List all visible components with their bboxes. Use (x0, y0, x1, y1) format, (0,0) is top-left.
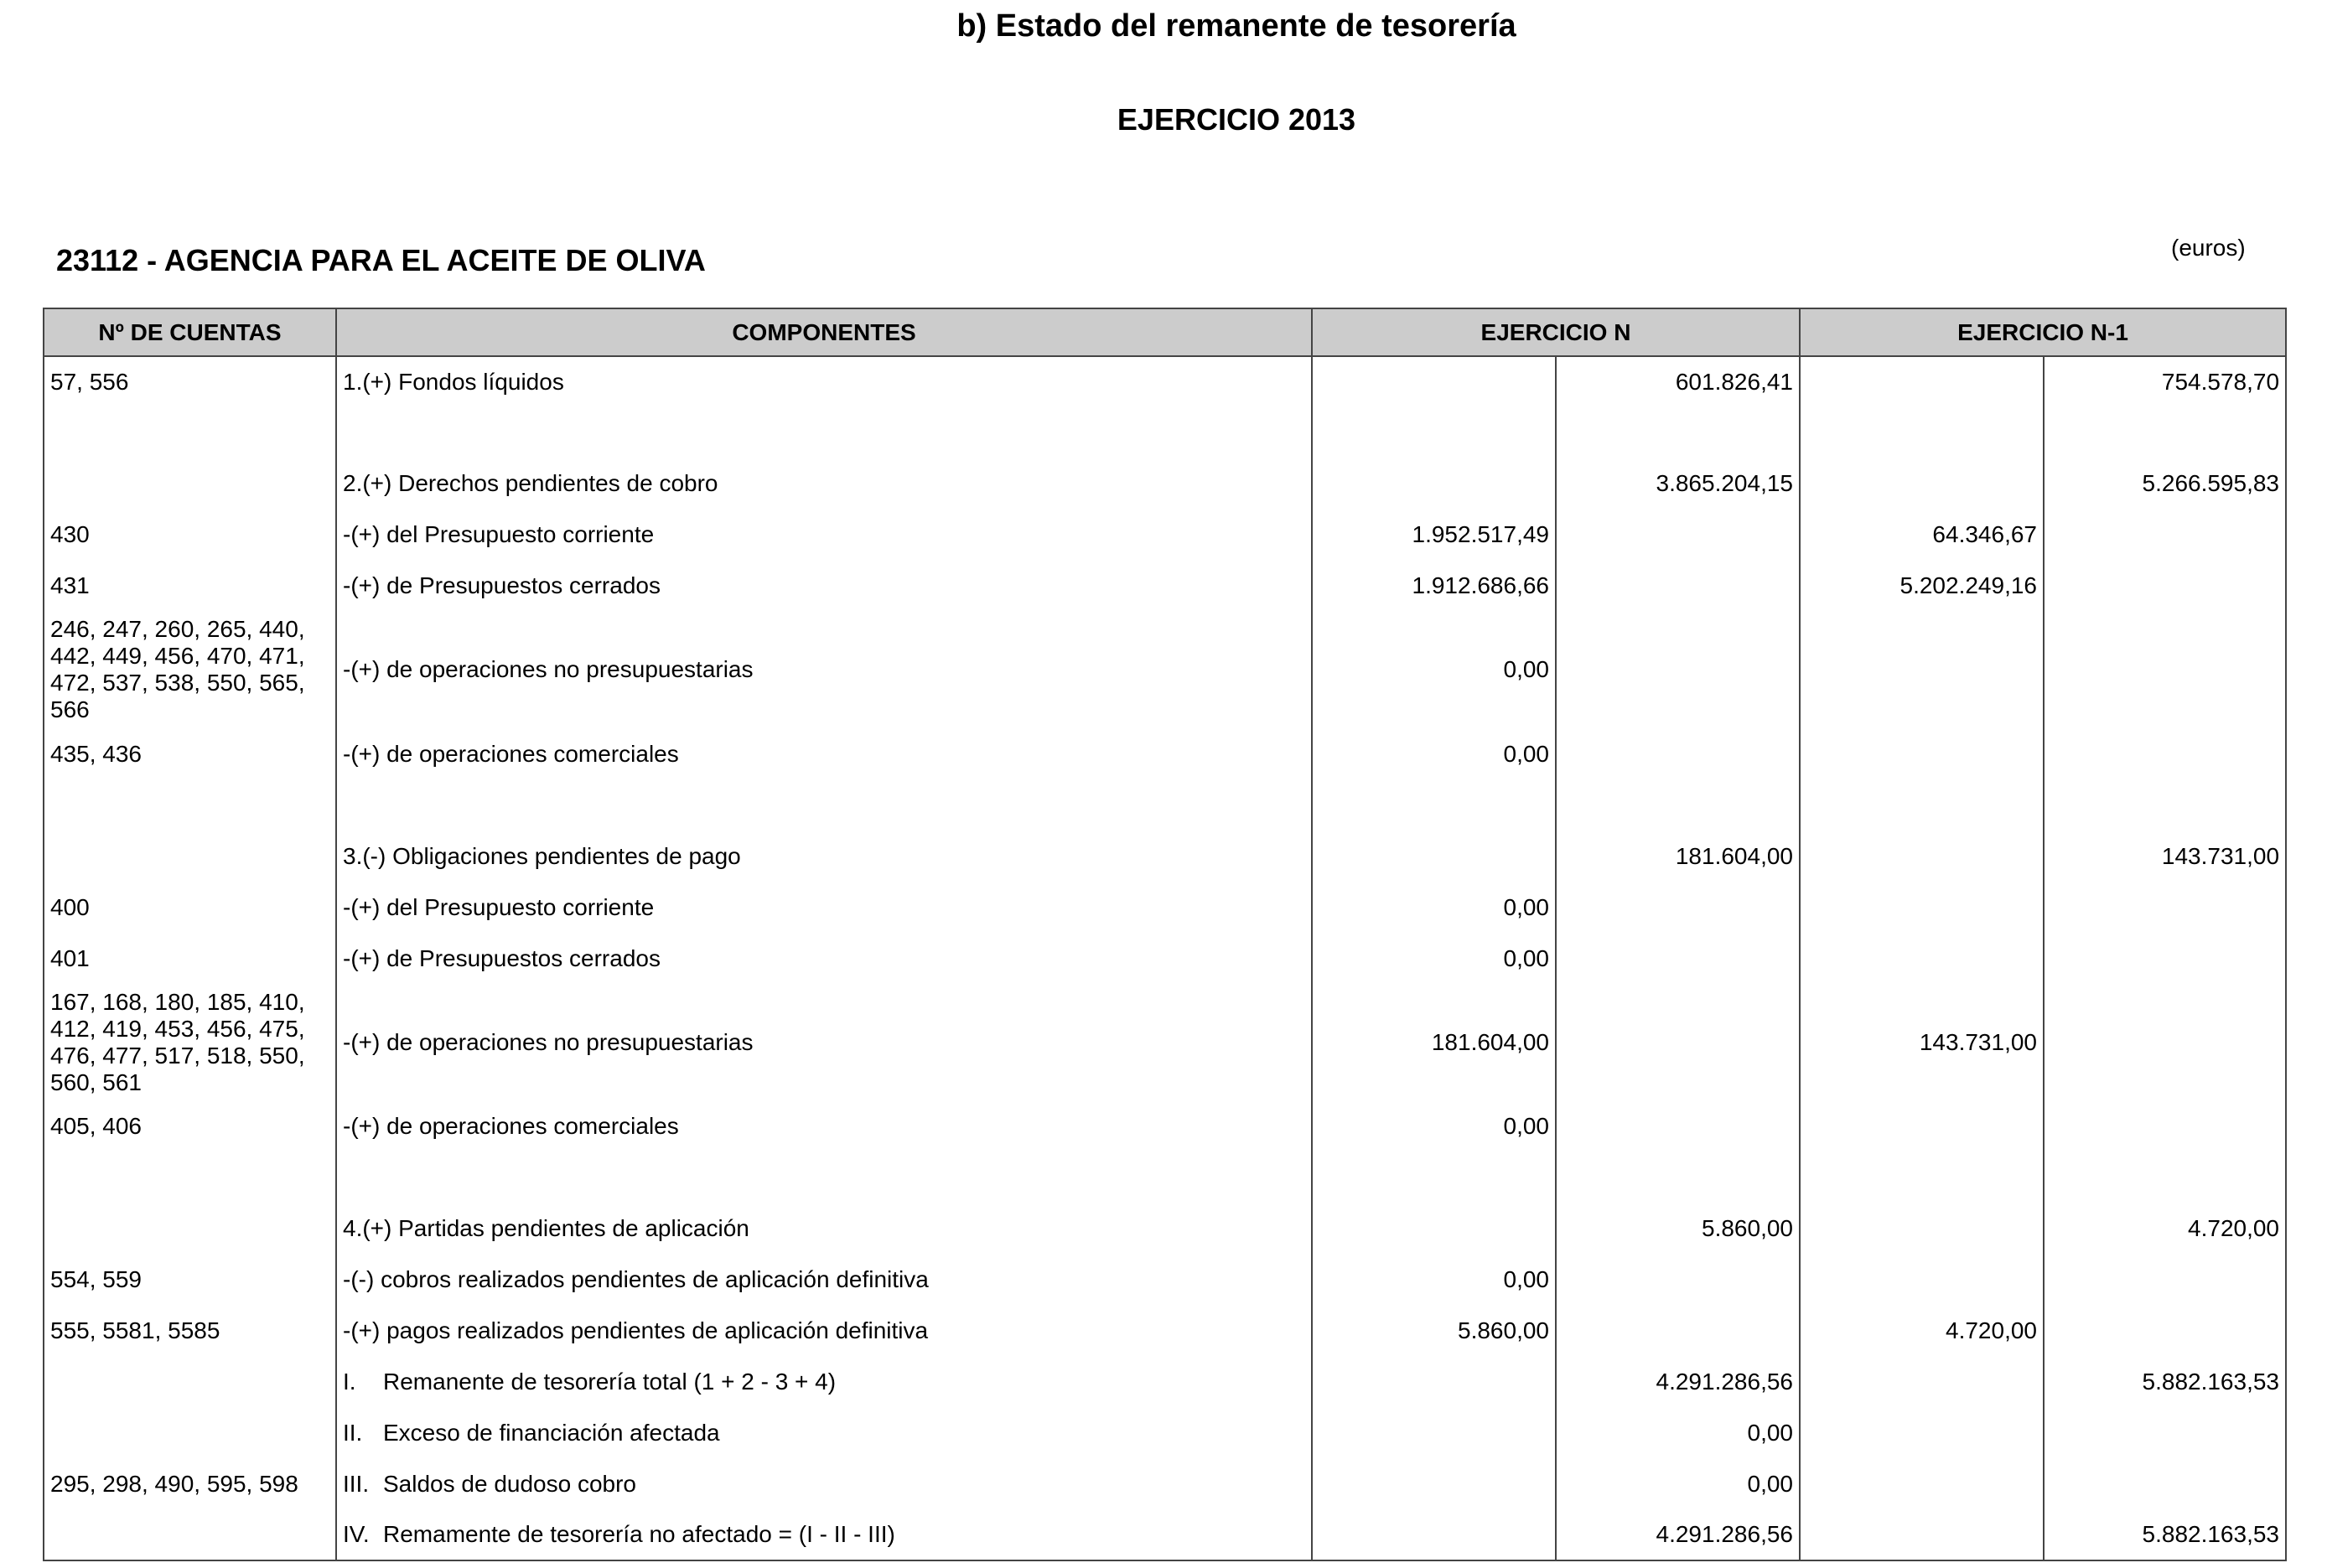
component-cell (336, 1100, 1312, 1151)
year-n1-detail-amount (1800, 728, 2044, 779)
year-n-total-amount (1556, 560, 1800, 611)
year-n1-detail-amount (1800, 1100, 2044, 1151)
year-n1-detail-amount (1800, 458, 2044, 509)
component-cell (336, 1305, 1312, 1356)
account-codes-cell (44, 831, 336, 882)
year-n-total-amount (1556, 779, 1800, 831)
year-n1-total-amount: 754.578,70 (2044, 356, 2286, 406)
component-cell (336, 1509, 1312, 1560)
table-row (44, 882, 2286, 933)
account-codes-cell (44, 779, 336, 831)
header-components: COMPONENTES (336, 308, 1312, 356)
year-n1-total-amount (2044, 509, 2286, 560)
roman-numeral: IV. (343, 1521, 370, 1547)
year-n-total-amount: 3.865.204,15 (1556, 458, 1800, 509)
component-cell (336, 406, 1312, 458)
year-n1-detail-amount (1800, 1203, 2044, 1254)
year-n-total-amount: 4.291.286,56 (1556, 1356, 1800, 1407)
table-row (44, 1100, 2286, 1151)
year-n-total-amount (1556, 882, 1800, 933)
year-n-detail-amount: 0,00 (1312, 728, 1556, 779)
year-n1-total-amount (2044, 1100, 2286, 1151)
year-n1-total-amount: 5.882.163,53 (2044, 1356, 2286, 1407)
account-codes-cell (44, 1151, 336, 1203)
table-row (44, 356, 2286, 406)
component-cell (336, 611, 1312, 728)
component-label: -(+) de operaciones comerciales (343, 740, 679, 767)
component-label: Saldos de dudoso cobro (383, 1470, 636, 1497)
year-n-total-amount: 181.604,00 (1556, 831, 1800, 882)
component-cell (336, 831, 1312, 882)
component-cell (336, 509, 1312, 560)
table-row (44, 1356, 2286, 1407)
component-label: -(+) de Presupuestos cerrados (343, 944, 661, 971)
year-n-detail-amount (1312, 1407, 1556, 1458)
component-cell (336, 1151, 1312, 1203)
component-cell (336, 882, 1312, 933)
component-cell (336, 458, 1312, 509)
table-row (44, 406, 2286, 458)
treasury-remainder-table (43, 308, 2287, 1561)
year-n-total-amount (1556, 1100, 1800, 1151)
component-cell (336, 984, 1312, 1100)
year-n-detail-amount (1312, 458, 1556, 509)
year-n-detail-amount: 5.860,00 (1312, 1305, 1556, 1356)
year-n1-total-amount: 5.266.595,83 (2044, 458, 2286, 509)
year-n-total-amount (1556, 933, 1800, 984)
account-codes-cell (44, 1407, 336, 1458)
year-n-detail-amount (1312, 831, 1556, 882)
year-n1-detail-amount (1800, 1509, 2044, 1560)
component-label: Remamente de tesorería no afectado = (I - II - III) (383, 1521, 895, 1547)
table-row (44, 1407, 2286, 1458)
year-n1-total-amount (2044, 933, 2286, 984)
table-body (44, 356, 2286, 1560)
year-n-total-amount: 0,00 (1556, 1407, 1800, 1458)
year-n1-detail-amount: 143.731,00 (1800, 984, 2044, 1100)
component-label: -(+) del Presupuesto corriente (343, 893, 655, 920)
component-label: -(-) cobros realizados pendientes de aplicación definitiva (343, 1265, 929, 1292)
roman-numeral: II. (343, 1419, 363, 1446)
component-label: Remanente de tesorería total (1 + 2 - 3 + 4) (383, 1368, 837, 1395)
year-n-detail-amount (1312, 1509, 1556, 1560)
component-cell (336, 933, 1312, 984)
year-n1-total-amount (2044, 611, 2286, 728)
year-n-total-amount: 5.860,00 (1556, 1203, 1800, 1254)
account-codes-cell: 435, 436 (44, 728, 336, 779)
component-label: 1.(+) Fondos líquidos (343, 368, 564, 395)
year-n1-detail-amount: 4.720,00 (1800, 1305, 2044, 1356)
component-label: -(+) de operaciones no presupuestarias (343, 656, 754, 682)
year-n1-detail-amount: 5.202.249,16 (1800, 560, 2044, 611)
year-n1-detail-amount (1800, 1356, 2044, 1407)
year-n-total-amount (1556, 984, 1800, 1100)
component-label: 2.(+) Derechos pendientes de cobro (343, 469, 718, 496)
roman-numeral: I. (343, 1368, 356, 1395)
table-row (44, 509, 2286, 560)
year-n-detail-amount: 181.604,00 (1312, 984, 1556, 1100)
table-row (44, 1254, 2286, 1305)
year-n1-total-amount (2044, 406, 2286, 458)
year-n1-total-amount (2044, 1407, 2286, 1458)
table-row (44, 1509, 2286, 1560)
year-n-total-amount (1556, 406, 1800, 458)
fiscal-year-heading: EJERCICIO 2013 (1117, 102, 1356, 137)
year-n1-total-amount (2044, 1458, 2286, 1509)
header-accounts: Nº DE CUENTAS (44, 308, 336, 356)
year-n-total-amount (1556, 1151, 1800, 1203)
component-cell (336, 1254, 1312, 1305)
component-cell (336, 356, 1312, 406)
account-codes-cell (44, 406, 336, 458)
table-row (44, 560, 2286, 611)
year-n1-total-amount (2044, 560, 2286, 611)
year-n-detail-amount (1312, 1356, 1556, 1407)
account-codes-cell: 555, 5581, 5585 (44, 1305, 336, 1356)
year-n-detail-amount: 0,00 (1312, 933, 1556, 984)
year-n-detail-amount (1312, 779, 1556, 831)
account-codes-cell: 405, 406 (44, 1100, 336, 1151)
year-n-total-amount: 0,00 (1556, 1458, 1800, 1509)
year-n-total-amount: 601.826,41 (1556, 356, 1800, 406)
component-label: -(+) de Presupuestos cerrados (343, 572, 661, 598)
year-n1-detail-amount (1800, 779, 2044, 831)
year-n1-detail-amount (1800, 1151, 2044, 1203)
table-row (44, 1458, 2286, 1509)
year-n-detail-amount (1312, 406, 1556, 458)
year-n1-detail-amount (1800, 356, 2044, 406)
account-codes-cell: 57, 556 (44, 356, 336, 406)
table-row (44, 458, 2286, 509)
component-label: -(+) del Presupuesto corriente (343, 520, 655, 547)
component-cell (336, 779, 1312, 831)
component-label: -(+) pagos realizados pendientes de aplicación definitiva (343, 1317, 929, 1343)
year-n-detail-amount: 0,00 (1312, 1100, 1556, 1151)
year-n-detail-amount (1312, 356, 1556, 406)
year-n-total-amount (1556, 1305, 1800, 1356)
table-header-row (44, 308, 2286, 356)
component-label: -(+) de operaciones comerciales (343, 1112, 679, 1139)
currency-units-note: (euros) (2171, 235, 2246, 261)
year-n1-total-amount: 143.731,00 (2044, 831, 2286, 882)
account-codes-cell: 246, 247, 260, 265, 440, 442, 449, 456, 470, 471, 472, 537, 538, 550, 565, 566 (44, 611, 336, 728)
year-n-total-amount (1556, 509, 1800, 560)
component-cell (336, 560, 1312, 611)
year-n-detail-amount (1312, 1203, 1556, 1254)
table-row (44, 984, 2286, 1100)
component-cell (336, 1356, 1312, 1407)
year-n1-total-amount: 5.882.163,53 (2044, 1509, 2286, 1560)
year-n1-detail-amount: 64.346,67 (1800, 509, 2044, 560)
table-row (44, 831, 2286, 882)
year-n1-total-amount (2044, 779, 2286, 831)
year-n-detail-amount: 0,00 (1312, 1254, 1556, 1305)
year-n1-total-amount (2044, 984, 2286, 1100)
account-codes-cell: 400 (44, 882, 336, 933)
document-title: b) Estado del remanente de tesorería (956, 8, 1516, 44)
component-label: -(+) de operaciones no presupuestarias (343, 1028, 754, 1055)
year-n-detail-amount (1312, 1151, 1556, 1203)
year-n-detail-amount (1312, 1458, 1556, 1509)
year-n1-detail-amount (1800, 1458, 2044, 1509)
account-codes-cell (44, 1509, 336, 1560)
year-n1-total-amount (2044, 1151, 2286, 1203)
year-n-total-amount: 4.291.286,56 (1556, 1509, 1800, 1560)
account-codes-cell (44, 458, 336, 509)
year-n1-total-amount: 4.720,00 (2044, 1203, 2286, 1254)
account-codes-cell: 554, 559 (44, 1254, 336, 1305)
year-n1-detail-amount (1800, 831, 2044, 882)
table-row (44, 1151, 2286, 1203)
year-n1-detail-amount (1800, 1407, 2044, 1458)
table-row (44, 1203, 2286, 1254)
year-n1-detail-amount (1800, 1254, 2044, 1305)
component-cell (336, 1407, 1312, 1458)
component-label: 3.(-) Obligaciones pendientes de pago (343, 842, 741, 869)
account-codes-cell: 430 (44, 509, 336, 560)
roman-numeral: III. (343, 1470, 370, 1497)
table-row (44, 1305, 2286, 1356)
entity-name: 23112 - AGENCIA PARA EL ACEITE DE OLIVA (56, 243, 706, 277)
year-n-total-amount (1556, 611, 1800, 728)
year-n1-total-amount (2044, 882, 2286, 933)
account-codes-cell: 401 (44, 933, 336, 984)
year-n1-detail-amount (1800, 406, 2044, 458)
table-row (44, 933, 2286, 984)
table-row (44, 611, 2286, 728)
year-n-detail-amount: 0,00 (1312, 611, 1556, 728)
component-label: 4.(+) Partidas pendientes de aplicación (343, 1214, 749, 1241)
year-n1-total-amount (2044, 1254, 2286, 1305)
component-cell (336, 1458, 1312, 1509)
year-n-detail-amount: 1.912.686,66 (1312, 560, 1556, 611)
year-n-detail-amount: 1.952.517,49 (1312, 509, 1556, 560)
account-codes-cell (44, 1356, 336, 1407)
header-year-n1: EJERCICIO N-1 (1800, 308, 2286, 356)
year-n-total-amount (1556, 728, 1800, 779)
year-n1-detail-amount (1800, 882, 2044, 933)
account-codes-cell: 167, 168, 180, 185, 410, 412, 419, 453, 456, 475, 476, 477, 517, 518, 550, 560, 561 (44, 984, 336, 1100)
table-row (44, 779, 2286, 831)
component-cell (336, 1203, 1312, 1254)
year-n1-detail-amount (1800, 933, 2044, 984)
component-label: Exceso de financiación afectada (383, 1419, 720, 1446)
account-codes-cell: 295, 298, 490, 595, 598 (44, 1458, 336, 1509)
year-n1-total-amount (2044, 728, 2286, 779)
year-n-total-amount (1556, 1254, 1800, 1305)
year-n1-detail-amount (1800, 611, 2044, 728)
table-row (44, 728, 2286, 779)
component-cell (336, 728, 1312, 779)
account-codes-cell (44, 1203, 336, 1254)
header-year-n: EJERCICIO N (1312, 308, 1800, 356)
year-n-detail-amount: 0,00 (1312, 882, 1556, 933)
account-codes-cell: 431 (44, 560, 336, 611)
year-n1-total-amount (2044, 1305, 2286, 1356)
